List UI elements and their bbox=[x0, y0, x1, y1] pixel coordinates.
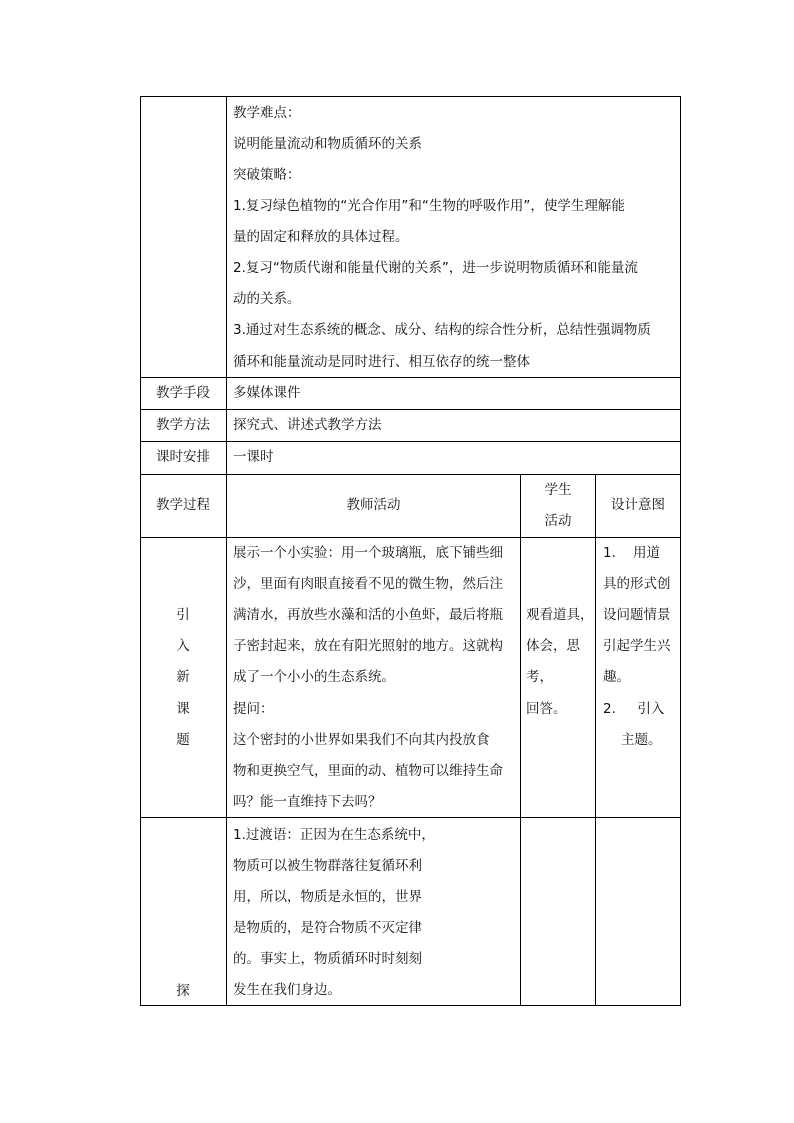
intro-teacher-line: 满清水，再放些水藻和活的小鱼虾，最后将瓶 bbox=[233, 607, 503, 623]
intro-teacher-line: 成了一个小小的生态系统。 bbox=[233, 669, 395, 685]
table-border-left bbox=[140, 96, 141, 1006]
strategy-1-line1: 1.复习绿色植物的“光合作用”和“生物的呼吸作用”，使学生理解能 bbox=[233, 198, 625, 214]
explore-teacher-line: 是物质的，是符合物质不灭定律 bbox=[233, 920, 422, 936]
strategy-heading: 突破策略： bbox=[233, 167, 301, 183]
intro-teacher-line: 沙，里面有肉眼直接看不见的微生物，然后注 bbox=[233, 576, 503, 592]
lesson-plan-table bbox=[140, 96, 681, 1006]
intro-stage-char: 课 bbox=[176, 701, 190, 717]
row-divider bbox=[140, 377, 681, 378]
intro-student-line: 回答。 bbox=[526, 701, 567, 717]
header-process: 教学过程 bbox=[156, 497, 210, 513]
info-label-schedule: 课时安排 bbox=[156, 449, 210, 465]
intro-student-line: 考， bbox=[526, 669, 553, 685]
row-divider bbox=[140, 474, 681, 475]
strategy-2-line2: 动的关系。 bbox=[233, 291, 301, 307]
column-divider-student bbox=[595, 474, 596, 1006]
intro-design-line: 1. 用道 bbox=[603, 545, 661, 561]
intro-design-line: 设问题情景 bbox=[603, 607, 671, 623]
info-value-method: 探究式、讲述式教学方法 bbox=[233, 417, 382, 433]
explore-teacher-line: 物质可以被生物群落往复循环利 bbox=[233, 858, 422, 874]
header-student-line1: 学生 bbox=[544, 482, 572, 498]
intro-student-line: 观看道具， bbox=[526, 607, 594, 623]
info-value-schedule: 一课时 bbox=[233, 449, 274, 465]
header-student-line2: 活动 bbox=[544, 513, 572, 529]
intro-student-line: 体会，思 bbox=[526, 638, 580, 654]
intro-stage-char: 引 bbox=[176, 607, 190, 623]
intro-teacher-line: 物和更换空气，里面的动、植物可以维持生命 bbox=[233, 763, 503, 779]
intro-design-line: 具的形式创 bbox=[603, 576, 671, 592]
header-design: 设计意图 bbox=[611, 497, 665, 513]
row-divider bbox=[140, 409, 681, 410]
intro-stage-char: 新 bbox=[176, 669, 190, 685]
explore-teacher-line: 1.过渡语：正因为在生态系统中， bbox=[233, 827, 435, 843]
table-border-top bbox=[140, 96, 681, 97]
info-label-method: 教学方法 bbox=[156, 417, 210, 433]
header-teacher: 教师活动 bbox=[346, 497, 401, 513]
column-divider-process bbox=[226, 96, 227, 1006]
explore-teacher-line: 用，所以，物质是永恒的，世界 bbox=[233, 889, 422, 905]
explore-teacher-line: 发生在我们身边。 bbox=[233, 982, 341, 998]
table-border-right bbox=[680, 96, 681, 1006]
strategy-2-line1: 2.复习“物质代谢和能量代谢的关系”，进一步说明物质循环和能量流 bbox=[233, 260, 638, 276]
intro-design-line: 2. 引入 bbox=[603, 701, 665, 717]
table-border-bottom bbox=[140, 1005, 681, 1006]
row-divider bbox=[140, 537, 681, 538]
row-divider bbox=[140, 817, 681, 818]
info-label-means: 教学手段 bbox=[156, 385, 210, 401]
intro-design-line: 主题。 bbox=[621, 732, 662, 748]
difficulty-text: 说明能量流动和物质循环的关系 bbox=[233, 136, 422, 152]
difficulty-heading: 教学难点： bbox=[233, 105, 301, 121]
row-divider bbox=[140, 441, 681, 442]
explore-teacher-line: 的。事实上，物质循环时时刻刻 bbox=[233, 951, 422, 967]
strategy-1-line2: 量的固定和释放的具体过程。 bbox=[233, 229, 409, 245]
intro-teacher-line: 子密封起来，放在有阳光照射的地方。这就构 bbox=[233, 638, 503, 654]
explore-stage-char: 探 bbox=[176, 983, 190, 999]
intro-design-line: 引起学生兴 bbox=[603, 638, 671, 654]
strategy-3-line2: 循环和能量流动是同时进行、相互依存的统一整体 bbox=[233, 354, 530, 370]
intro-teacher-line: 提问： bbox=[233, 701, 274, 717]
intro-stage-char: 题 bbox=[176, 732, 190, 748]
column-divider-teacher bbox=[520, 474, 521, 1006]
strategy-3-line1: 3.通过对生态系统的概念、成分、结构的综合性分析，总结性强调物质 bbox=[233, 322, 651, 338]
intro-design-line: 趣。 bbox=[603, 669, 630, 685]
intro-teacher-line: 这个密封的小世界如果我们不向其内投放食 bbox=[233, 732, 490, 748]
intro-teacher-line: 吗？能一直维持下去吗？ bbox=[233, 794, 382, 810]
intro-teacher-line: 展示一个小实验：用一个玻璃瓶，底下铺些细 bbox=[233, 545, 503, 561]
intro-stage-char: 入 bbox=[176, 638, 190, 654]
info-value-means: 多媒体课件 bbox=[233, 385, 301, 401]
